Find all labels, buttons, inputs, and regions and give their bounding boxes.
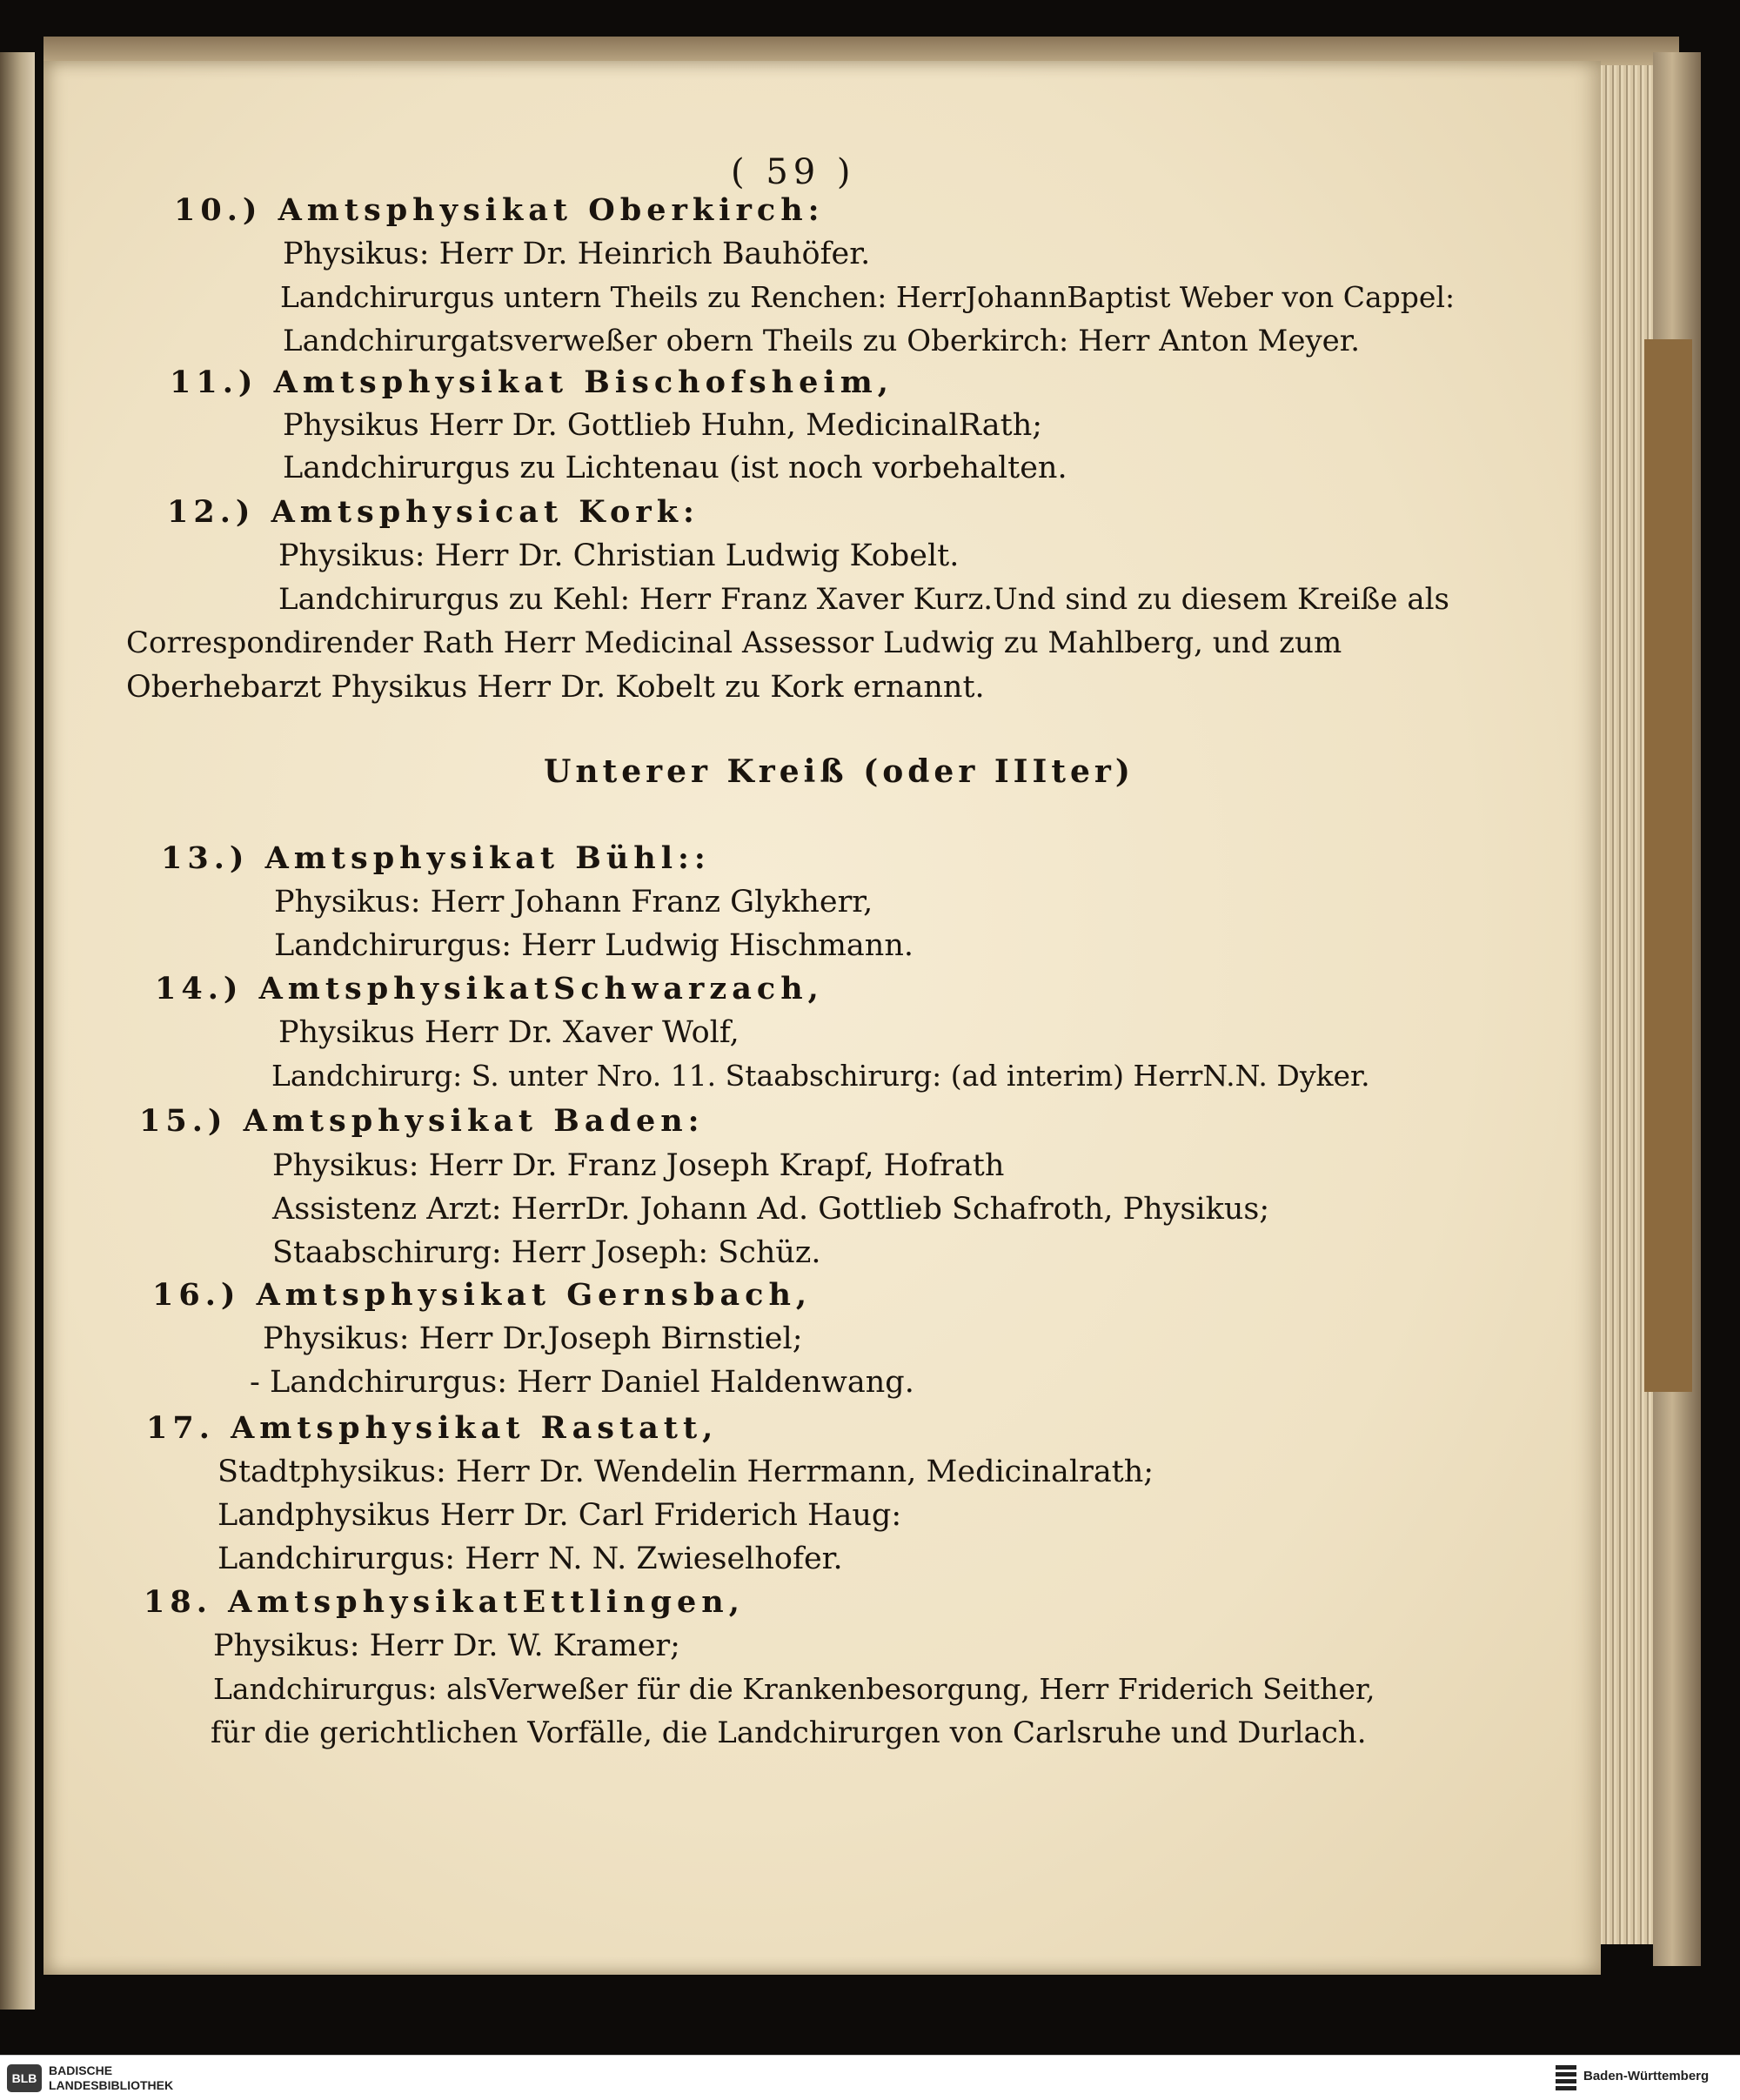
foxed-flyleaf <box>1644 339 1692 1392</box>
text-line: Landchirurgus zu Kehl: Herr Franz Xaver Kurz.Und sind zu diesem Kreiße als <box>278 582 1449 617</box>
text-line: Physikus Herr Dr. Gottlieb Huhn, MedicinalRath; <box>283 408 1043 443</box>
text-line: Landchirurgus: alsVerweßer für die Krankenbesorgung, Herr Friderich Seither, <box>213 1672 1375 1706</box>
text-line: Landchirurgus untern Theils zu Renchen: HerrJohannBaptist Weber von Cappel: <box>280 280 1456 314</box>
text-line: für die gerichtlichen Vorfälle, die Landchirurgen von Carlsruhe und Durlach. <box>211 1715 1367 1750</box>
blb-logo-icon: BLB <box>7 2064 42 2092</box>
text-line: Assistenz Arzt: HerrDr. Johann Ad. Gottlieb Schafroth, Physikus; <box>272 1192 1270 1227</box>
entry-heading-14: 14.) AmtsphysikatSchwarzach, <box>155 971 824 1007</box>
book-page <box>44 61 1601 1975</box>
text-line: Correspondirender Rath Herr Medicinal Assessor Ludwig zu Mahlberg, und zum <box>126 625 1342 660</box>
entry-heading-13: 13.) Amtsphysikat Bühl:: <box>161 840 711 876</box>
text-line: - Landchirurgus: Herr Daniel Haldenwang. <box>250 1365 914 1400</box>
entry-heading-16: 16.) Amtsphysikat Gernsbach, <box>152 1277 813 1313</box>
text-line: Landchirurg: S. unter Nro. 11. Staabschirurg: (ad interim) HerrN.N. Dyker. <box>271 1059 1370 1093</box>
viewer-footer <box>0 2055 1740 2100</box>
library-name <box>49 2063 223 2093</box>
text-line: Landphysikus Herr Dr. Carl Friderich Haug: <box>218 1498 902 1533</box>
text-line: Physikus: Herr Dr.Joseph Birnstiel; <box>263 1321 803 1356</box>
text-line: Landchirurgus: Herr Ludwig Hischmann. <box>274 928 914 963</box>
left-page-edge <box>0 52 35 2010</box>
entry-heading-10: 10.) Amtsphysikat Oberkirch: <box>174 192 825 228</box>
section-title: Unterer Kreiß (oder IIIter) <box>544 753 1134 790</box>
state-emblem-icon <box>1556 2065 1576 2091</box>
text-line: Oberhebarzt Physikus Herr Dr. Kobelt zu Kork ernannt. <box>126 670 985 705</box>
page-number: ( 59 ) <box>731 152 856 192</box>
text-line: Staabschirurg: Herr Joseph: Schüz. <box>272 1235 821 1270</box>
entry-heading-15: 15.) Amtsphysikat Baden: <box>139 1103 705 1139</box>
library-name-line-1: BADISCHE <box>49 2063 113 2077</box>
entry-heading-18: 18. AmtsphysikatEttlingen, <box>144 1584 745 1620</box>
entry-heading-17: 17. Amtsphysikat Rastatt, <box>146 1410 719 1446</box>
text-line: Physikus: Herr Dr. W. Kramer; <box>213 1629 680 1663</box>
text-line: Physikus Herr Dr. Xaver Wolf, <box>278 1015 740 1050</box>
text-line: Landchirurgus zu Lichtenau (ist noch vorbehalten. <box>283 451 1067 485</box>
entry-heading-11: 11.) Amtsphysikat Bischofsheim, <box>170 364 893 400</box>
state-name: Baden-Württemberg <box>1583 2069 1710 2083</box>
text-line: Physikus: Herr Dr. Heinrich Bauhöfer. <box>283 237 871 271</box>
text-line: Physikus: Herr Dr. Franz Joseph Krapf, Hofrath <box>272 1148 1005 1183</box>
text-line: Physikus: Herr Johann Franz Glykherr, <box>274 885 873 920</box>
text-line: Physikus: Herr Dr. Christian Ludwig Kobelt. <box>278 538 960 573</box>
text-line: Landchirurgatsverweßer obern Theils zu Oberkirch: Herr Anton Meyer. <box>283 324 1361 358</box>
text-line: Stadtphysikus: Herr Dr. Wendelin Herrmann, Medicinalrath; <box>218 1455 1154 1489</box>
library-name-line-2: LANDESBIBLIOTHEK <box>49 2078 174 2092</box>
text-line: Landchirurgus: Herr N. N. Zwieselhofer. <box>218 1542 843 1576</box>
entry-heading-12: 12.) Amtsphysicat Kork: <box>167 494 699 530</box>
